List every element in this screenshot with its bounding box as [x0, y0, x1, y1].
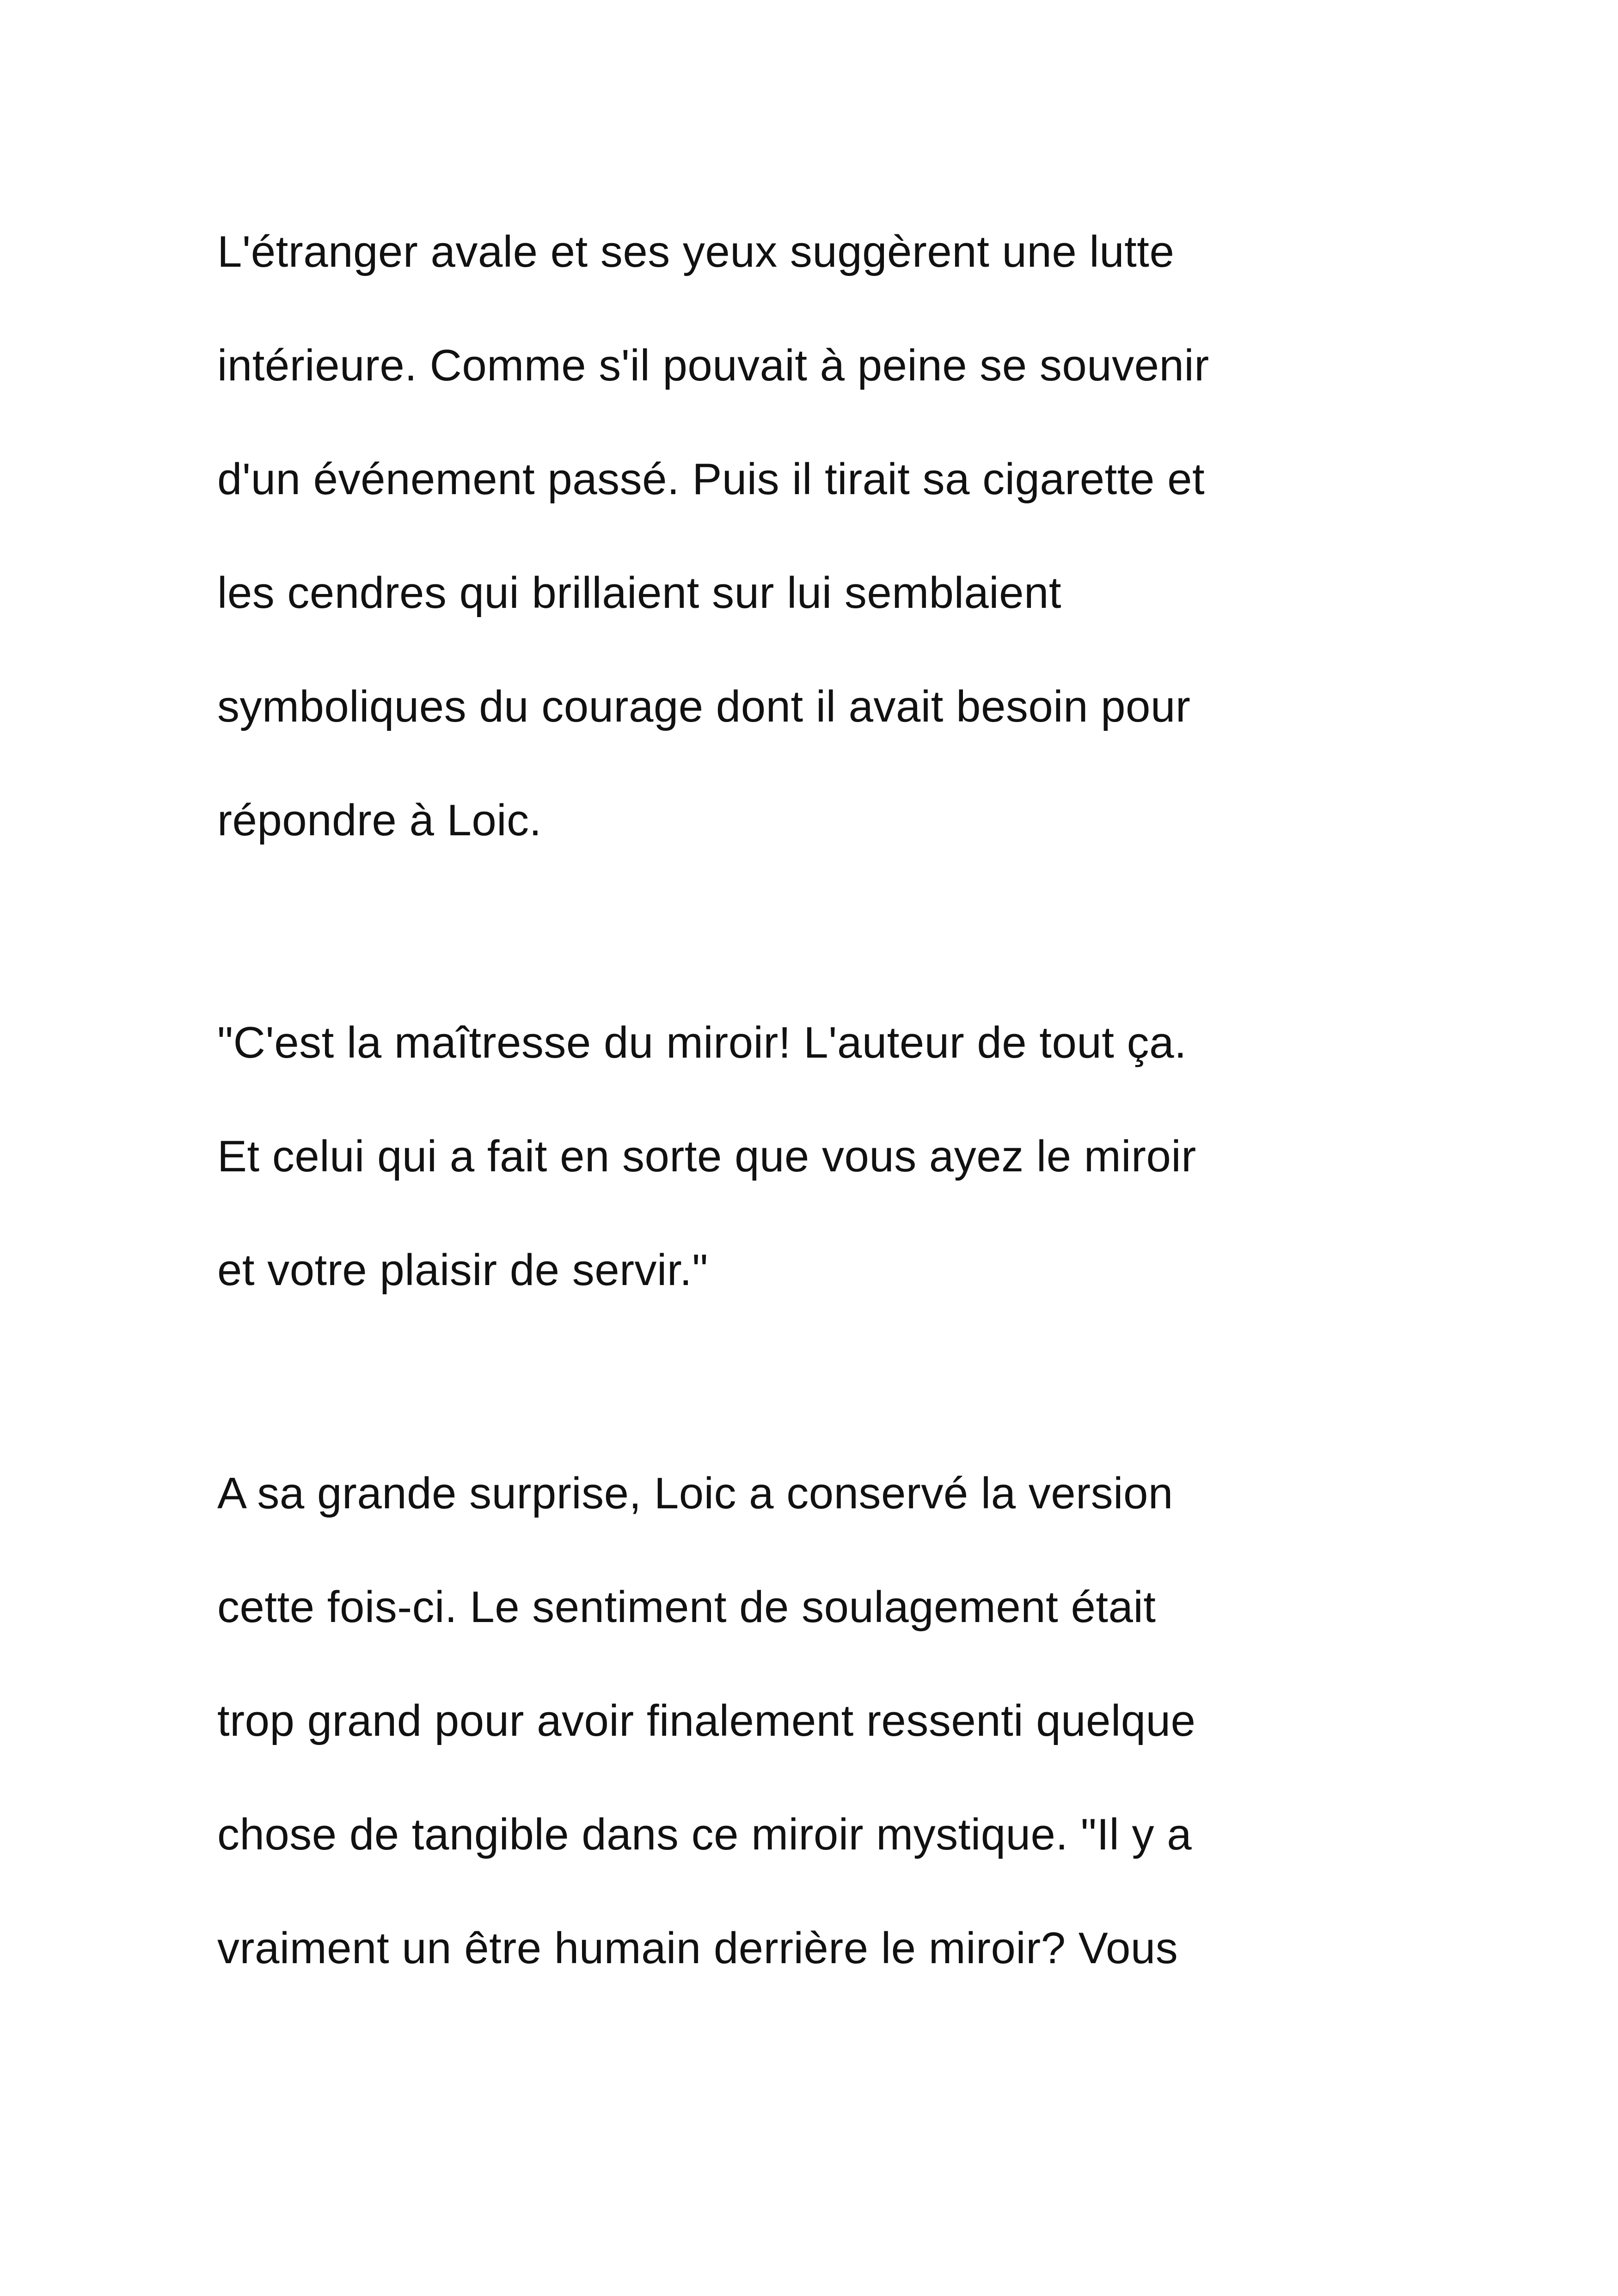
text-line: d'un événement passé. Puis il tirait sa cigarette et [217, 454, 1205, 504]
text-line: vraiment un être humain derrière le miroir? Vous [217, 1923, 1178, 1973]
text-line: et votre plaisir de servir." [217, 1245, 708, 1295]
text-line: cette fois-ci. Le sentiment de soulagement était [217, 1582, 1156, 1632]
paragraph-1 [217, 195, 1373, 877]
text-line: répondre à Loic. [217, 796, 542, 845]
text-line: intérieure. Comme s'il pouvait à peine se souvenir [217, 341, 1209, 390]
text-line: symboliques du courage dont il avait besoin pour [217, 682, 1191, 731]
text-line: trop grand pour avoir finalement ressenti quelque [217, 1696, 1196, 1745]
text-line: Et celui qui a fait en sorte que vous ayez le miroir [217, 1132, 1196, 1181]
paragraph-3 [217, 1437, 1373, 2005]
text-line: L'étranger avale et ses yeux suggèrent une lutte [217, 227, 1175, 276]
text-line: les cendres qui brillaient sur lui semblaient [217, 568, 1062, 618]
text-line: "C'est la maîtresse du miroir! L'auteur de tout ça. [217, 1018, 1187, 1067]
text-line: A sa grande surprise, Loic a conservé la version [217, 1469, 1173, 1518]
paragraph-2 [217, 986, 1373, 1327]
text-line: chose de tangible dans ce miroir mystique. "Il y a [217, 1810, 1192, 1859]
